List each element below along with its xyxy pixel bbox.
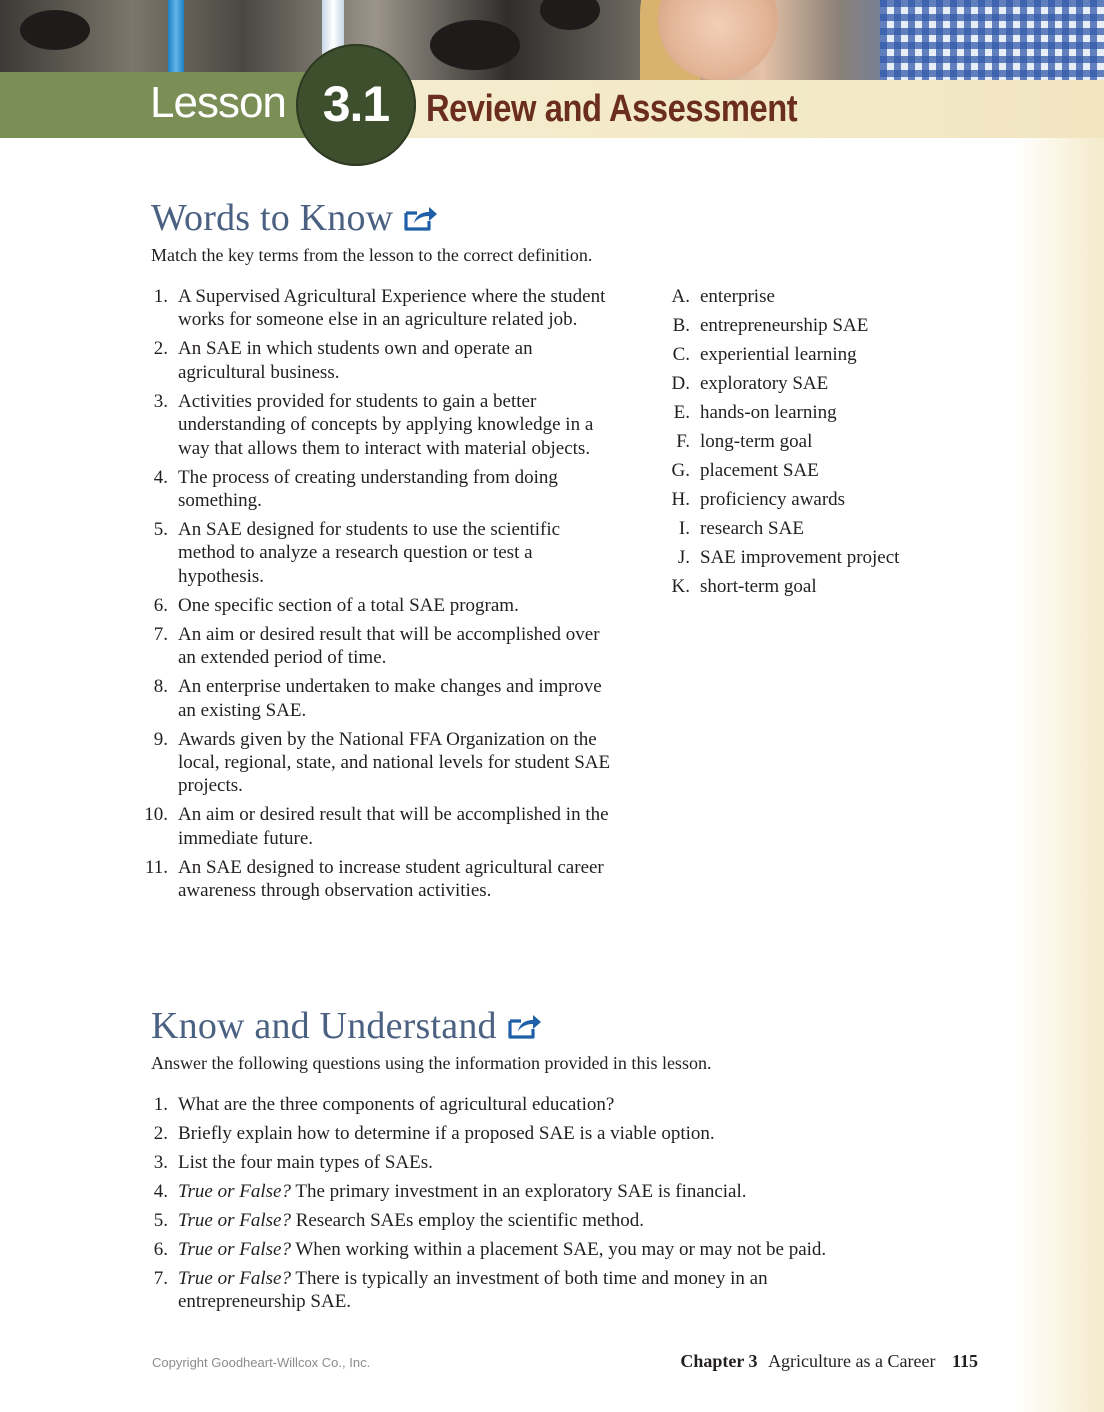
list-item: 9. Awards given by the National FFA Organization on the local, regional, state, and national levels for student SAE projects. (153, 728, 611, 797)
list-item: 2. An SAE in which students own and operate an agricultural business. (153, 338, 533, 383)
list-item: 3. List the four main types of SAEs. (153, 1152, 433, 1173)
list-item: 5. An SAE designed for students to use the scientific method to analyze a research question or test a hypothesis. (153, 519, 561, 587)
lesson-label: Lesson (150, 78, 286, 127)
terms-list (660, 285, 960, 604)
share-arrow-icon[interactable] (403, 204, 439, 232)
page-footer (680, 1351, 978, 1372)
list-item: 7. True or False? There is typically an investment of both time and money in an entrepreneurship SAE. (153, 1268, 773, 1313)
list-item: 7. An aim or desired result that will be accomplished over an extended period of time. (153, 623, 600, 669)
definitions-list (141, 285, 621, 908)
list-item: H. proficiency awards (671, 489, 846, 510)
list-item: C. experiential learning (672, 344, 857, 365)
page-edge-tint (1014, 138, 1104, 1412)
list-item: 6. One specific section of a total SAE program. (153, 594, 519, 616)
copyright-notice: Copyright Goodheart-Willcox Co., Inc. (152, 1355, 371, 1370)
list-item: 5. True or False? Research SAEs employ the scientific method. (153, 1210, 644, 1231)
list-item: B. entrepreneurship SAE (672, 315, 869, 336)
list-item: 3. Activities provided for students to gain a better understanding of concepts by applying knowledge in a way that allows them to interact with material objects. (153, 390, 594, 459)
list-item: I. research SAE (678, 518, 804, 539)
list-item: F. long-term goal (676, 431, 813, 452)
list-item: 2. Briefly explain how to determine if a proposed SAE is a viable option. (153, 1123, 715, 1144)
know-and-understand-instructions: Answer the following questions using the information provided in this lesson. (151, 1053, 712, 1073)
chapter-label: Chapter 3 (680, 1351, 758, 1371)
list-item: 11. An SAE designed to increase student agricultural career awareness through observation activities. (144, 856, 604, 902)
list-item: 1. A Supervised Agricultural Experience where the student works for someone else in an agriculture related job. (153, 286, 606, 331)
list-item: K. short-term goal (671, 576, 817, 597)
list-item: 6. True or False? When working within a placement SAE, you may or may not be paid. (153, 1239, 827, 1260)
words-to-know-instructions: Match the key terms from the lesson to the correct definition. (151, 245, 593, 265)
list-item: D. exploratory SAE (671, 373, 829, 394)
chapter-title: Agriculture as a Career (768, 1351, 936, 1371)
page-number: 115 (951, 1351, 978, 1371)
know-and-understand-title: Know and Understand (151, 1005, 497, 1047)
header-photo (0, 0, 1104, 80)
share-arrow-icon[interactable] (507, 1012, 543, 1040)
words-to-know-heading (151, 196, 439, 240)
words-to-know-title: Words to Know (151, 197, 394, 239)
list-item: 4. The process of creating understanding from doing something. (153, 466, 558, 512)
list-item: 4. True or False? The primary investment in an exploratory SAE is financial. (153, 1181, 747, 1202)
list-item: 8. An enterprise undertaken to make changes and improve an existing SAE. (153, 676, 602, 721)
list-item: J. SAE improvement project (677, 547, 900, 568)
lesson-title: Review and Assessment (426, 88, 798, 130)
list-item: G. placement SAE (671, 460, 819, 481)
list-item: E. hands-on learning (673, 402, 837, 423)
list-item: 10. An aim or desired result that will be accomplished in the immediate future. (144, 804, 609, 849)
know-and-understand-heading (151, 1004, 543, 1048)
questions-list (141, 1093, 961, 1319)
list-item: 1. What are the three components of agricultural education? (153, 1094, 615, 1115)
lesson-number: 3.1 (322, 76, 390, 132)
list-item: A. enterprise (671, 286, 775, 307)
